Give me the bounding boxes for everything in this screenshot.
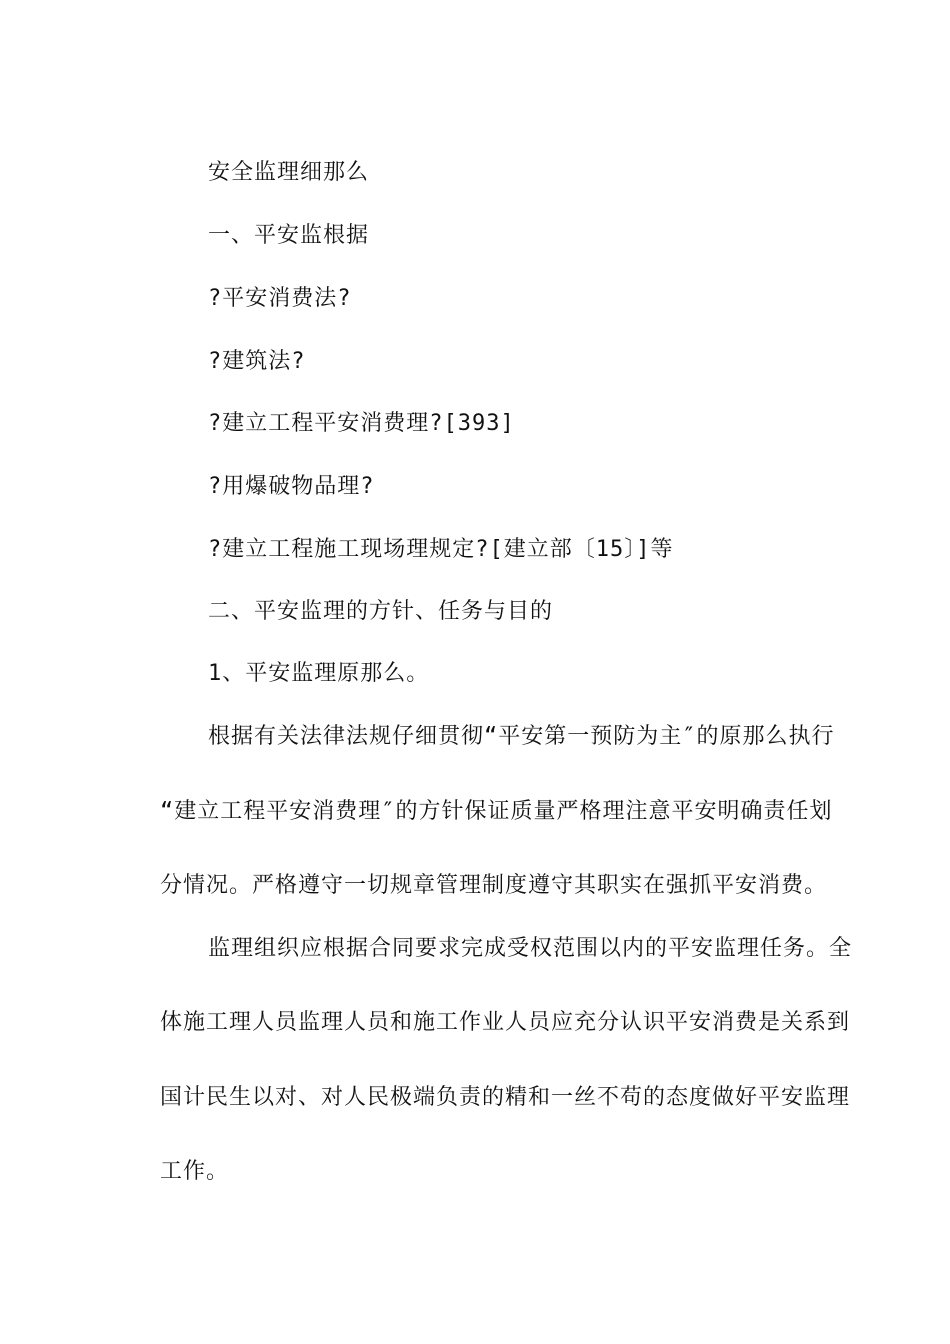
paragraph-line: “建立工程平安消费理″的方针保证质量严格理注意平安明确责任划 <box>160 799 833 824</box>
paragraph-line: 体施工理人员监理人员和施工作业人员应充分认识平安消费是关系到 <box>160 1010 851 1035</box>
section-heading-basis: 一、平安监根据 <box>208 223 370 248</box>
basis-item: ?平安消费法? <box>208 286 352 311</box>
basis-item: ?用爆破物品理? <box>208 474 375 499</box>
paragraph-line: 国计民生以对、对人民极端负责的精和一丝不苟的态度做好平安监理 <box>160 1085 851 1110</box>
section-heading-policy: 二、平安监理的方针、任务与目的 <box>208 599 554 624</box>
basis-item: ?建立工程施工现场理规定?[建立部〔15〕]等 <box>208 537 674 562</box>
paragraph-line: 监理组织应根据合同要求完成受权范围以内的平安监理任务。全 <box>208 936 853 961</box>
basis-item: ?建立工程平安消费理?[393] <box>208 411 515 436</box>
paragraph-line: 分情况。严格遵守一切规章管理制度遵守其职实在强抓平安消费。 <box>160 873 828 898</box>
paragraph-line: 工作。 <box>160 1159 230 1184</box>
paragraph-line: 根据有关法律法规仔细贯彻“平安第一预防为主″的原那么执行 <box>208 724 835 749</box>
subsection-heading-principle: 1、平安监理原那么。 <box>208 661 430 686</box>
document-title: 安全监理细那么 <box>208 160 370 185</box>
basis-item: ?建筑法? <box>208 349 306 374</box>
